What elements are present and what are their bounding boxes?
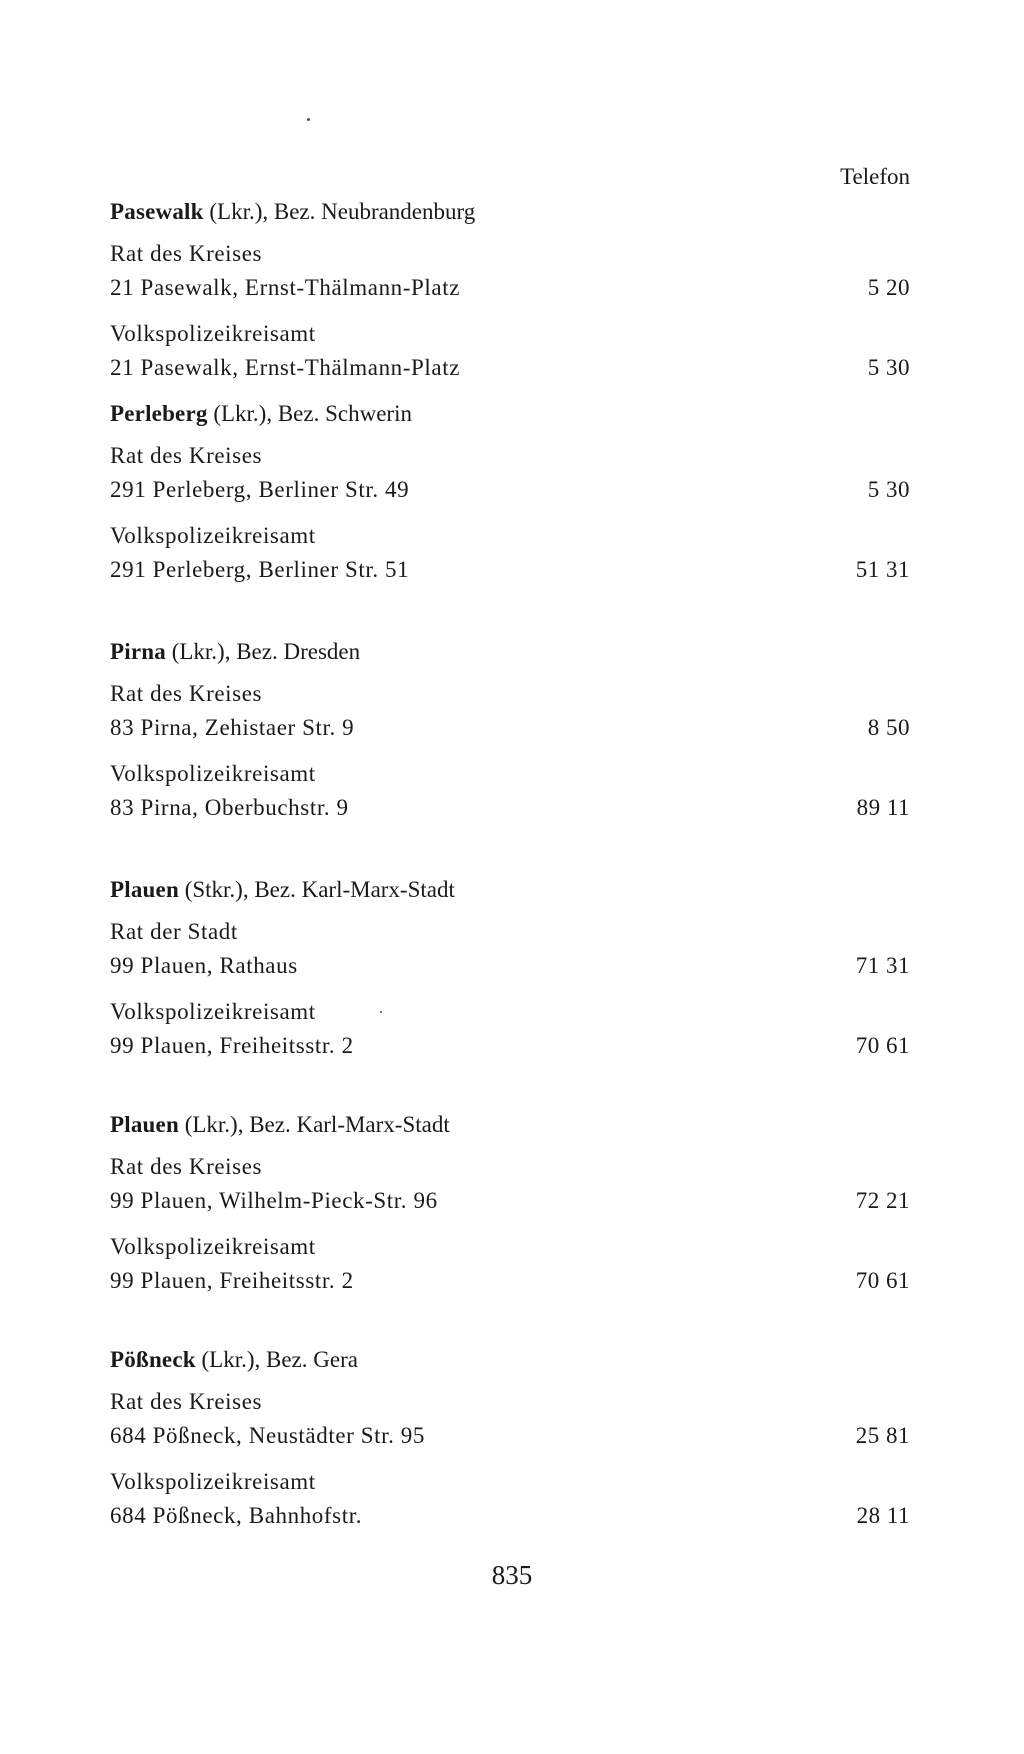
entry-organization: Rat des Kreises	[110, 681, 263, 706]
directory-entry	[110, 439, 910, 507]
entry-address: 684 Pößneck, Neustädter Str. 95	[110, 1423, 426, 1448]
directory-entry	[110, 1230, 910, 1298]
entry-organization: Volkspolizeikreisamt	[110, 523, 316, 548]
place-district: (Stkr.), Bez. Karl-Marx-Stadt	[178, 877, 455, 902]
directory-entry	[110, 1150, 910, 1218]
entry-address: 21 Pasewalk, Ernst-Thälmann-Platz	[110, 275, 461, 300]
directory-section	[110, 635, 910, 825]
directory-section	[110, 1108, 910, 1298]
directory-entry	[110, 677, 910, 745]
entry-address: 99 Plauen, Freiheitsstr. 2	[110, 1033, 354, 1058]
place-district: (Lkr.), Bez. Gera	[195, 1347, 358, 1372]
entry-phone: 8 50	[867, 715, 910, 740]
place-district: (Lkr.), Bez. Karl-Marx-Stadt	[178, 1112, 450, 1137]
entry-organization: Volkspolizeikreisamt	[110, 761, 316, 786]
entry-organization: Volkspolizeikreisamt	[110, 1234, 316, 1259]
entry-organization: Rat des Kreises	[110, 1389, 263, 1414]
entry-phone: 70 61	[855, 1268, 910, 1293]
entry-address: 99 Plauen, Rathaus	[110, 953, 298, 978]
section-heading	[110, 397, 910, 431]
place-name: Pirna	[110, 639, 166, 664]
entry-address: 83 Pirna, Zehistaer Str. 9	[110, 715, 355, 740]
entry-phone: 5 30	[867, 477, 910, 502]
entry-address: 684 Pößneck, Bahnhofstr.	[110, 1503, 363, 1528]
telefon-column-label: Telefon	[840, 164, 910, 189]
directory-entry	[110, 995, 910, 1063]
entry-address: 291 Perleberg, Berliner Str. 51	[110, 557, 410, 582]
entry-phone: 51 31	[855, 557, 910, 582]
place-district: (Lkr.), Bez. Dresden	[165, 639, 361, 664]
section-heading	[110, 635, 910, 669]
entry-address: 291 Perleberg, Berliner Str. 49	[110, 477, 410, 502]
entry-organization: Rat des Kreises	[110, 1154, 263, 1179]
entry-phone: 71 31	[855, 953, 910, 978]
directory-entry	[110, 237, 910, 305]
section-heading	[110, 873, 910, 907]
directory-section	[110, 873, 910, 1063]
place-district: (Lkr.), Bez. Neubrandenburg	[203, 199, 476, 224]
directory-entry	[110, 1385, 910, 1453]
place-name: Pasewalk	[110, 199, 204, 224]
entry-address: 83 Pirna, Oberbuchstr. 9	[110, 795, 349, 820]
section-heading	[110, 1108, 910, 1142]
page-number: 835	[491, 1560, 533, 1590]
place-district: (Lkr.), Bez. Schwerin	[207, 401, 412, 426]
entry-phone: 89 11	[856, 795, 910, 820]
entry-address: 99 Plauen, Wilhelm-Pieck-Str. 96	[110, 1188, 438, 1213]
place-name: Plauen	[110, 1112, 179, 1137]
place-name: Pößneck	[110, 1347, 196, 1372]
section-heading	[110, 195, 910, 229]
entry-phone: 72 21	[855, 1188, 910, 1213]
place-name: Perleberg	[110, 401, 208, 426]
entry-phone: 70 61	[855, 1033, 910, 1058]
entry-phone: 28 11	[856, 1503, 910, 1528]
section-heading	[110, 1343, 910, 1377]
entry-address: 21 Pasewalk, Ernst-Thälmann-Platz	[110, 355, 461, 380]
entry-organization: Rat der Stadt	[110, 919, 238, 944]
entry-phone: 5 20	[867, 275, 910, 300]
entry-organization: Rat des Kreises	[110, 443, 263, 468]
entry-organization: Rat des Kreises	[110, 241, 263, 266]
header-row	[110, 160, 910, 194]
entry-organization: Volkspolizeikreisamt	[110, 1469, 316, 1494]
scan-speck	[307, 118, 310, 121]
directory-section	[110, 397, 910, 587]
entry-phone: 25 81	[855, 1423, 910, 1448]
entry-address: 99 Plauen, Freiheitsstr. 2	[110, 1268, 354, 1293]
entry-phone: 5 30	[867, 355, 910, 380]
directory-entry	[110, 317, 910, 385]
directory-entry	[110, 519, 910, 587]
directory-entry	[110, 757, 910, 825]
entry-organization: Volkspolizeikreisamt	[110, 321, 316, 346]
directory-section	[110, 195, 910, 385]
directory-section	[110, 1343, 910, 1533]
directory-entry	[110, 1465, 910, 1533]
directory-entry	[110, 915, 910, 983]
entry-organization: Volkspolizeikreisamt	[110, 999, 316, 1024]
place-name: Plauen	[110, 877, 179, 902]
